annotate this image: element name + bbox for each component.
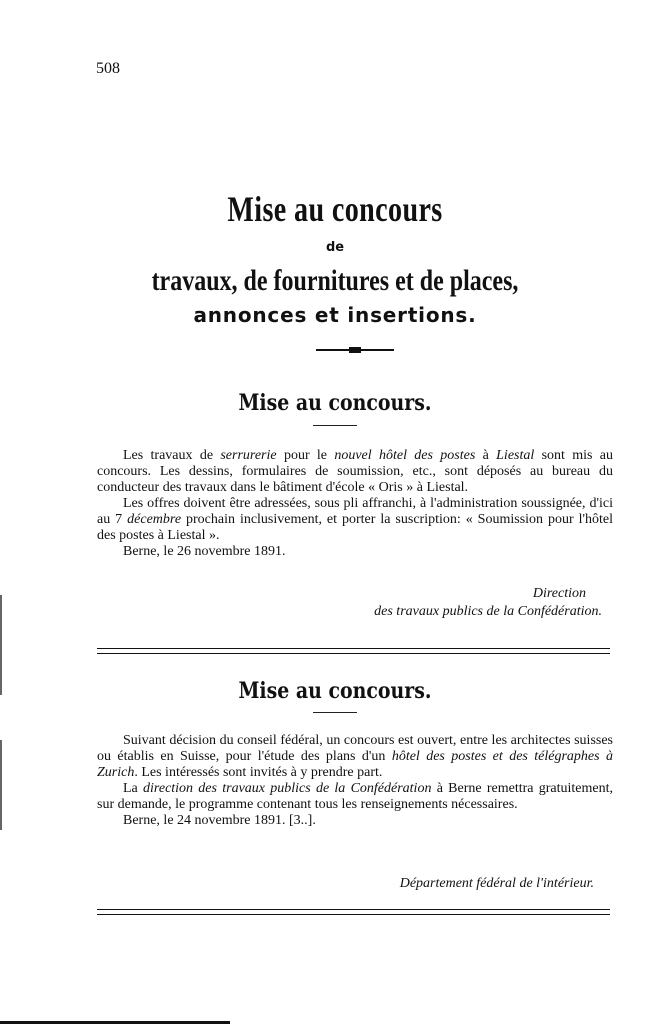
main-title: Mise au concours	[227, 189, 443, 229]
section-2-date: Berne, le 24 novembre 1891. [3..].	[123, 813, 316, 828]
scan-edge-mark	[0, 595, 2, 695]
scan-edge-mark	[0, 740, 2, 830]
section-2-body	[97, 733, 613, 829]
section-1-paragraph: Les travaux de serrurerie pour le nouvel hôtel des postes à Liestal sont mis au concours. Les dessins, formulaires de soumission, etc., sont déposés au bureau du conducteur des travaux dans le bâtiment d'école « Oris » à Liestal.	[97, 448, 613, 495]
section-1-signature-1: Direction	[532, 586, 586, 601]
section-2-title: Mise au concours.	[238, 678, 432, 704]
section-1-title: Mise au concours.	[238, 390, 432, 416]
section-2-rule	[313, 712, 357, 713]
section-2-paragraph: La direction des travaux publics de la Confédération à Berne remettra gratuitement, sur demande, le programme contenant tous les renseignements nécessaires.	[97, 781, 614, 812]
section-1-body	[97, 448, 613, 560]
section-2-paragraph: Suivant décision du conseil fédéral, un concours est ouvert, entre les architectes suisses ou établis en Suisse, pour l'étude des plans d'un hôtel des postes et des télégraphes à Zurich. Les intéressés sont invités à y prendre part.	[97, 733, 613, 780]
bottom-divider	[97, 909, 610, 915]
section-1-signature-2: des travaux publics de la Confédération.	[374, 604, 602, 619]
section-2-signature: Département fédéral de l'intérieur.	[399, 876, 594, 891]
page-number: 508	[96, 60, 120, 77]
subtitle-line: travaux, de fournitures et de places,	[151, 264, 519, 297]
section-1-date: Berne, le 26 novembre 1891.	[123, 544, 286, 559]
section-1-rule	[313, 425, 357, 426]
subtitle-line-2: annonces et insertions.	[193, 303, 477, 327]
ornament-mark	[349, 347, 361, 353]
section-divider	[97, 648, 610, 654]
title-de: de	[325, 240, 345, 255]
section-1-paragraph: Les offres doivent être adressées, sous pli affranchi, à l'administration soussignée, d'ici au 7 décembre prochain inclusivement, et porter la suscription: « Soumission pour l'hôtel des postes à Liestal ».	[97, 496, 614, 543]
